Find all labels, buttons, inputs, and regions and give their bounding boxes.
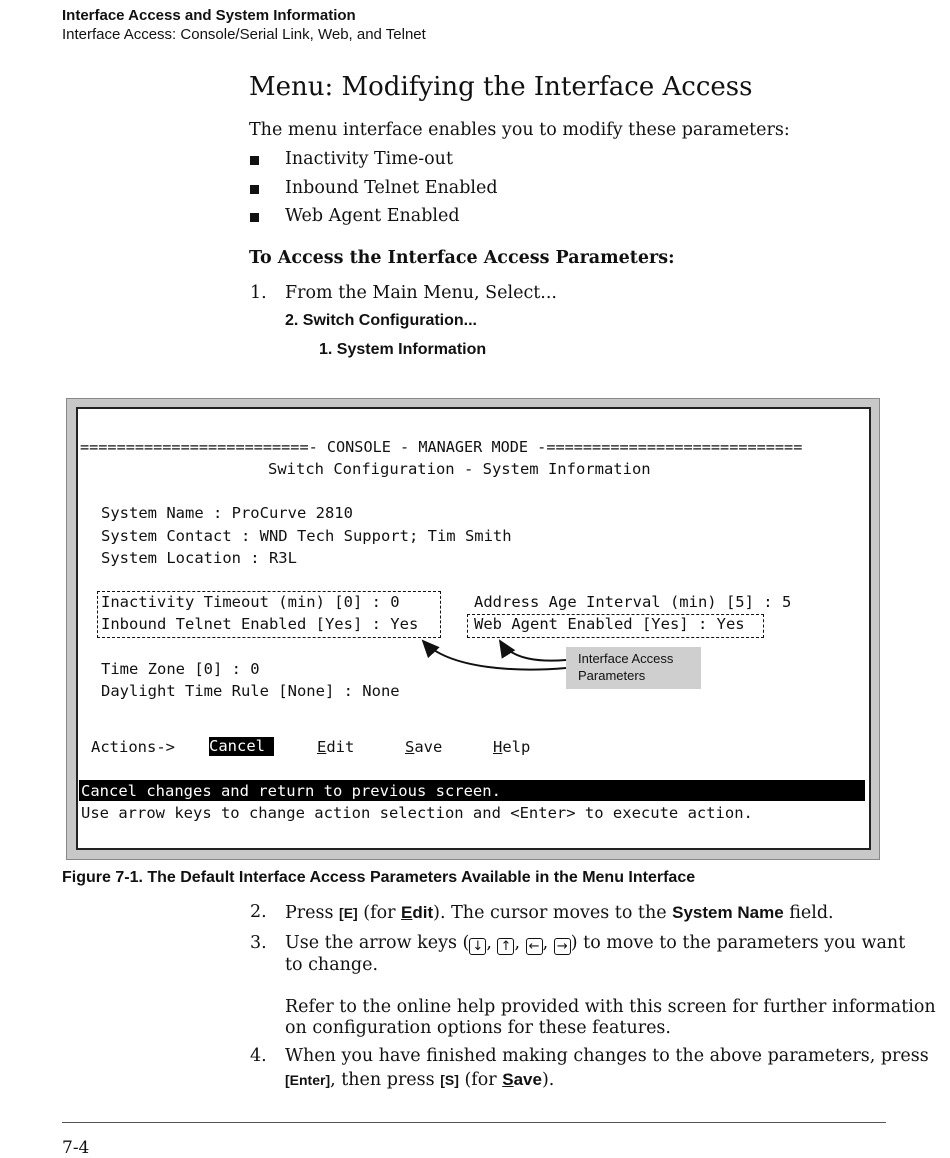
help-action-label: elp — [502, 738, 531, 756]
text-run: field. — [783, 903, 834, 923]
system-name-term: System Name — [672, 903, 784, 922]
step-2-text — [285, 902, 834, 924]
menu-path-system-information: 1. System Information — [319, 341, 487, 358]
callout-line: Parameters — [578, 668, 646, 683]
save-hotkey: S — [405, 738, 415, 756]
key-enter: [Enter] — [285, 1072, 331, 1088]
save-action-label: ave — [414, 738, 443, 756]
section-title: Menu: Modifying the Interface Access — [249, 72, 753, 102]
key-s: [S] — [440, 1072, 459, 1088]
step-4-text: When you have finished making changes to the above parameters, press — [285, 1046, 929, 1066]
running-header-chapter: Interface Access and System Information — [62, 7, 356, 24]
step-4-text-cont — [285, 1069, 554, 1091]
system-contact-field: System Contact : WND Tech Support; Tim Smith — [101, 527, 512, 545]
separator: , — [486, 933, 498, 953]
callout-line: Interface Access — [578, 651, 674, 666]
edit-hotkey: E — [401, 903, 413, 922]
text-run: Press — [285, 903, 340, 923]
time-zone-field: Time Zone [0] : 0 — [101, 660, 260, 678]
separator: , — [514, 933, 526, 953]
step-3-text — [285, 933, 905, 955]
text-run: (for — [458, 1070, 503, 1090]
system-location-field: System Location : R3L — [101, 549, 297, 567]
text-run: (for — [357, 903, 402, 923]
cancel-action[interactable]: Cancel — [209, 737, 274, 756]
step-text: From the Main Menu, Select... — [285, 283, 557, 303]
text-run: ). The cursor moves to the — [433, 903, 673, 923]
console-screen-title: Switch Configuration - System Information — [268, 460, 651, 478]
right-arrow-key-icon: → — [554, 938, 571, 955]
edit-action[interactable] — [317, 738, 354, 756]
system-name-field: System Name : ProCurve 2810 — [101, 504, 353, 522]
text-run: Use the arrow keys ( — [285, 933, 470, 953]
separator: , — [542, 933, 554, 953]
help-action[interactable] — [493, 738, 530, 756]
footer-rule — [62, 1122, 886, 1123]
text-run: , then press — [330, 1070, 441, 1090]
edit-term — [401, 903, 433, 922]
inbound-telnet-field: Inbound Telnet Enabled [Yes] : Yes — [101, 615, 419, 633]
step-3-note: on configuration options for these features. — [285, 1018, 671, 1038]
status-message: Cancel changes and return to previous screen. — [81, 782, 501, 800]
page-number: 7-4 — [62, 1138, 90, 1158]
save-hotkey: S — [502, 1070, 514, 1089]
left-arrow-key-icon: ← — [526, 938, 543, 955]
step-number: 3. — [250, 933, 267, 953]
figure-caption: Figure 7-1. The Default Interface Access Parameters Available in the Menu Interface — [62, 869, 696, 886]
step-number: 4. — [250, 1046, 267, 1066]
intro-text: The menu interface enables you to modify these parameters: — [249, 120, 790, 140]
bullet-item: Inbound Telnet Enabled — [285, 178, 498, 198]
help-hint: Use arrow keys to change action selection and <Enter> to execute action. — [81, 804, 753, 822]
menu-path-switch-configuration: 2. Switch Configuration... — [285, 312, 477, 329]
web-agent-field: Web Agent Enabled [Yes] : Yes — [474, 615, 745, 633]
text-run: ) to move to the parameters you want — [570, 933, 906, 953]
down-arrow-key-icon: ↓ — [469, 938, 486, 955]
up-arrow-key-icon: ↑ — [497, 938, 514, 955]
save-term — [502, 1070, 542, 1089]
procedure-title: To Access the Interface Access Parameters: — [249, 248, 675, 268]
edit-hotkey: E — [317, 738, 327, 756]
console-banner: =========================- CONSOLE - MANAGER MODE -============================ — [80, 438, 803, 456]
step-3-text-cont: to change. — [285, 955, 379, 975]
callout-interface-access-parameters — [566, 647, 701, 689]
daylight-time-rule-field: Daylight Time Rule [None] : None — [101, 682, 400, 700]
bullet-item: Web Agent Enabled — [285, 206, 460, 226]
help-hotkey: H — [493, 738, 503, 756]
step-3-note: Refer to the online help provided with this screen for further information — [285, 997, 936, 1017]
step-number: 1. — [250, 283, 267, 303]
inactivity-timeout-field: Inactivity Timeout (min) [0] : 0 — [101, 593, 400, 611]
key-e: [E] — [339, 905, 358, 921]
step-number: 2. — [250, 902, 267, 922]
edit-term-rest: dit — [412, 903, 434, 922]
save-action[interactable] — [405, 738, 442, 756]
bullet-item: Inactivity Time-out — [285, 149, 453, 169]
save-term-rest: ave — [513, 1070, 542, 1089]
address-age-field: Address Age Interval (min) [5] : 5 — [474, 593, 792, 611]
text-run: ). — [541, 1070, 555, 1090]
edit-action-label: dit — [326, 738, 355, 756]
actions-label: Actions-> — [91, 738, 175, 756]
running-header-section: Interface Access: Console/Serial Link, Web, and Telnet — [62, 26, 426, 43]
